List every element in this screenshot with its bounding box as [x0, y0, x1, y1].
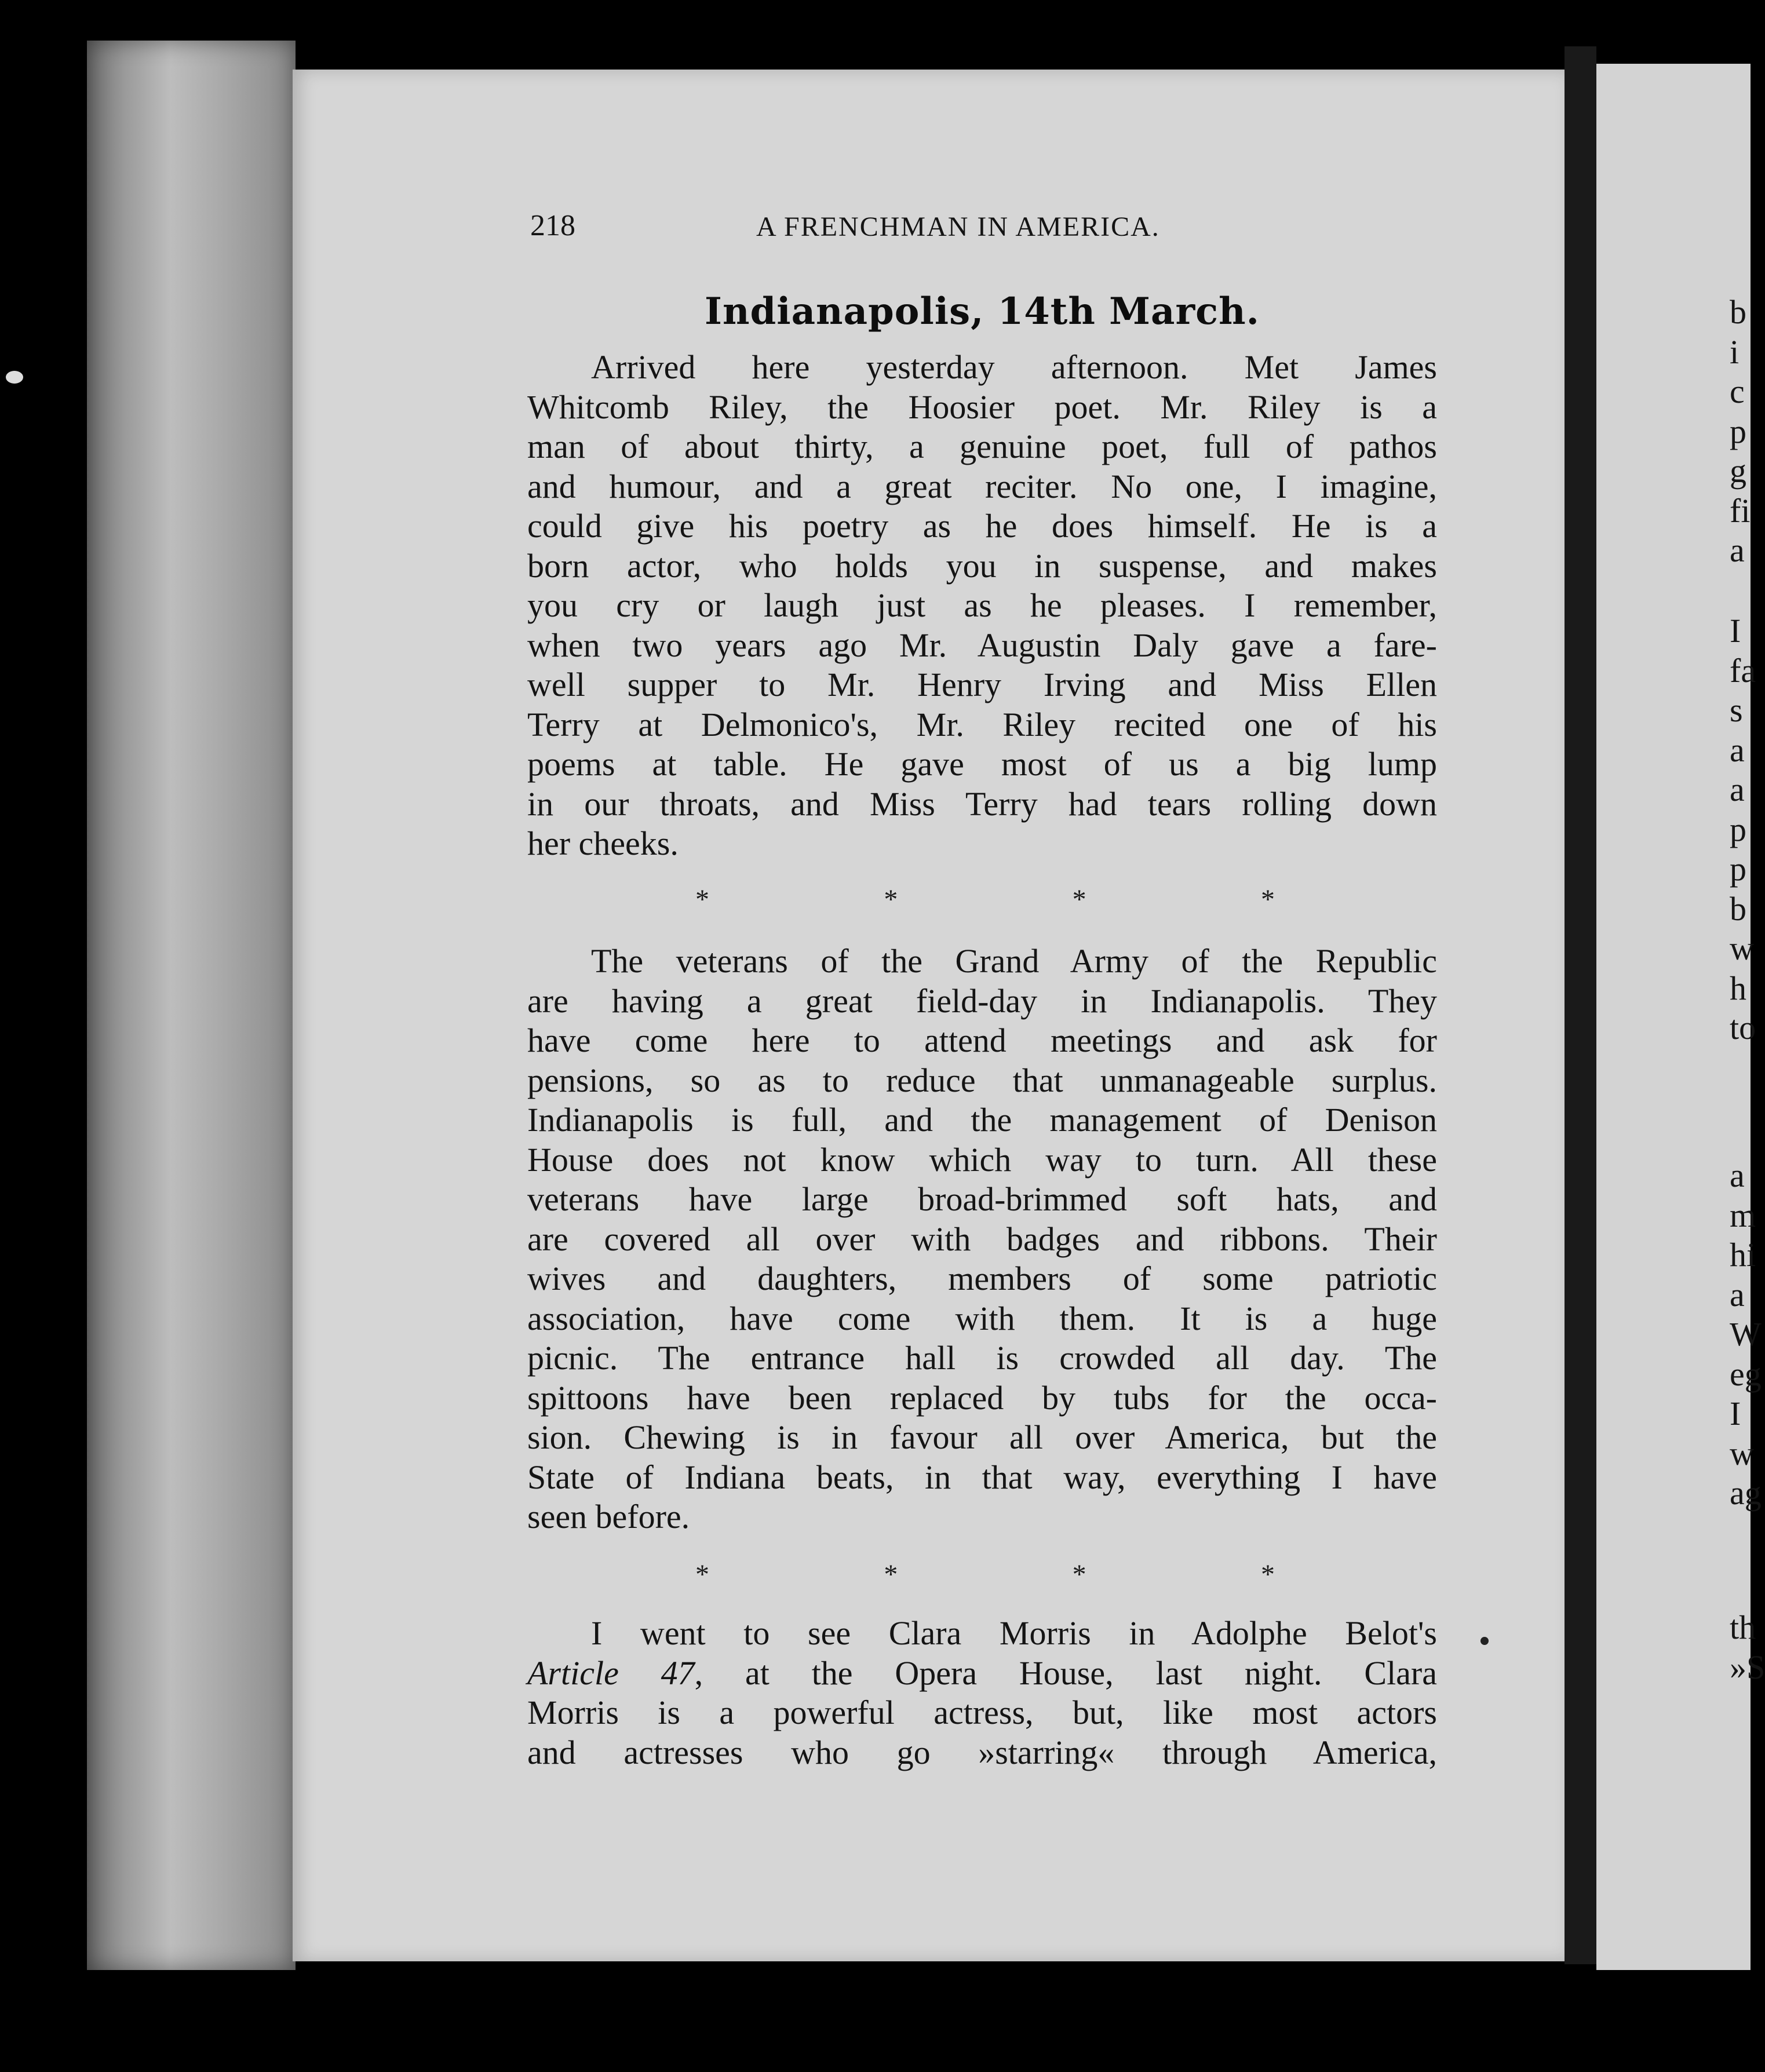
book-page-edges [87, 41, 296, 1970]
text-line: well supper to Mr. Henry Irving and Miss Ellen [527, 666, 1437, 703]
fragment: to [1730, 1009, 1756, 1046]
text-line: and actresses who go »starring« through America, [527, 1733, 1437, 1771]
text-line: and humour, and a great reciter. No one, I imagine, [527, 467, 1437, 505]
text-line: you cry or laugh just as he pleases. I remember, [527, 586, 1437, 624]
text-line: seen before. [527, 1498, 690, 1535]
text-line: sion. Chewing is in favour all over America, but the [527, 1418, 1437, 1456]
section-break [695, 1559, 1275, 1593]
text-fragment: , at the Opera House, last night. Clara [694, 1654, 1437, 1692]
text-line: in our throats, and Miss Terry had tears rolling down [527, 785, 1437, 823]
fragment: a [1730, 731, 1745, 769]
text-line: when two years ago Mr. Augustin Daly gave a fare- [527, 626, 1437, 664]
text-line: picnic. The entrance hall is crowded all day. The [527, 1339, 1437, 1377]
asterisk: * [695, 1559, 709, 1590]
fragment: w [1730, 1434, 1754, 1472]
text-line: The veterans of the Grand Army of the Republic [591, 942, 1437, 980]
text-line: born actor, who holds you in suspense, and makes [527, 546, 1437, 585]
fragment: fa [1730, 651, 1756, 690]
paragraph-riley [527, 348, 1437, 864]
fragment: a [1730, 771, 1745, 808]
text-line: her cheeks. [527, 825, 679, 862]
fragment: a [1730, 531, 1745, 569]
text-line: House does not know which way to turn. All these [527, 1140, 1437, 1179]
asterisk: * [1072, 1559, 1086, 1590]
asterisk: * [884, 884, 898, 915]
right-page-fragments-4 [1730, 1608, 1764, 1687]
fragment: W [1730, 1315, 1762, 1353]
fragment: g [1730, 452, 1746, 490]
section-break [695, 884, 1275, 918]
fragment: b [1730, 889, 1746, 928]
fragment: p [1730, 810, 1746, 848]
paragraph-clara-morris [527, 1614, 1437, 1772]
text-line: I went to see Clara Morris in Adolphe Belot's [591, 1614, 1437, 1652]
running-title: A FRENCHMAN IN AMERICA. [756, 211, 1160, 242]
asterisk: * [1260, 884, 1275, 915]
book-gutter [1565, 46, 1596, 1964]
fragment: I [1730, 1395, 1741, 1432]
fragment: m [1730, 1196, 1756, 1234]
fragment: I [1730, 612, 1741, 650]
fragment: eg [1730, 1355, 1762, 1393]
fragment: h [1730, 969, 1746, 1007]
text-line: pensions, so as to reduce that unmanageable surplus. [527, 1061, 1437, 1099]
section-heading: Indianapolis, 14th March. [705, 290, 1260, 333]
fragment: th [1730, 1608, 1756, 1646]
text-line: association, have come with them. It is a huge [527, 1299, 1437, 1337]
asterisk: * [1260, 1559, 1275, 1590]
text-line: spittoons have been replaced by tubs for the occa- [527, 1378, 1437, 1417]
fragment: w [1730, 929, 1754, 967]
asterisk: * [695, 884, 709, 915]
right-page-fragments-2 [1730, 611, 1764, 1048]
fragment: a [1730, 1157, 1745, 1194]
book-page-right [1596, 64, 1751, 1970]
fragment: b [1730, 293, 1746, 331]
fragment: »S [1730, 1648, 1765, 1686]
asterisk: * [884, 1559, 898, 1590]
fragment: s [1730, 691, 1743, 729]
text-line: have come here to attend meetings and ask for [527, 1022, 1437, 1059]
page-number: 218 [530, 209, 575, 242]
asterisk: * [1072, 884, 1086, 915]
text-line: Terry at Delmonico's, Mr. Riley recited one of his [527, 705, 1437, 743]
fragment: hi [1730, 1236, 1756, 1274]
fragment: p [1730, 850, 1746, 888]
text-line: Arrived here yesterday afternoon. Met James [591, 348, 1437, 386]
fragment: fi [1730, 491, 1751, 530]
text-line [527, 1654, 1437, 1694]
text-line: Whitcomb Riley, the Hoosier poet. Mr. Riley is a [527, 388, 1437, 426]
fragment: a [1730, 1275, 1745, 1314]
text-line: could give his poetry as he does himself. He is a [527, 507, 1437, 545]
text-line: poems at table. He gave most of us a big lump [527, 745, 1437, 783]
right-page-fragments-1 [1730, 293, 1764, 571]
text-line: man of about thirty, a genuine poet, full of pathos [527, 428, 1437, 465]
play-title: Article 47 [527, 1654, 695, 1692]
right-page-fragments-3 [1730, 1156, 1764, 1513]
text-line: Indianapolis is full, and the management of Denison [527, 1101, 1437, 1139]
film-speck [6, 371, 23, 384]
text-line: veterans have large broad-brimmed soft hats, and [527, 1180, 1437, 1218]
fragment: c [1730, 373, 1745, 410]
text-line: Morris is a powerful actress, but, like most actors [527, 1694, 1437, 1731]
ink-speck [1480, 1637, 1489, 1645]
text-line: State of Indiana beats, in that way, everything I have [527, 1458, 1437, 1496]
paragraph-veterans [527, 942, 1437, 1537]
fragment: ag [1730, 1474, 1762, 1512]
text-line: are covered all over with badges and ribbons. Their [527, 1220, 1437, 1258]
fragment: p [1730, 412, 1746, 450]
fragment: i [1730, 333, 1740, 371]
text-line: are having a great field-day in Indianapolis. They [527, 982, 1437, 1020]
text-line: wives and daughters, members of some patriotic [527, 1260, 1437, 1297]
running-head [530, 209, 1214, 249]
